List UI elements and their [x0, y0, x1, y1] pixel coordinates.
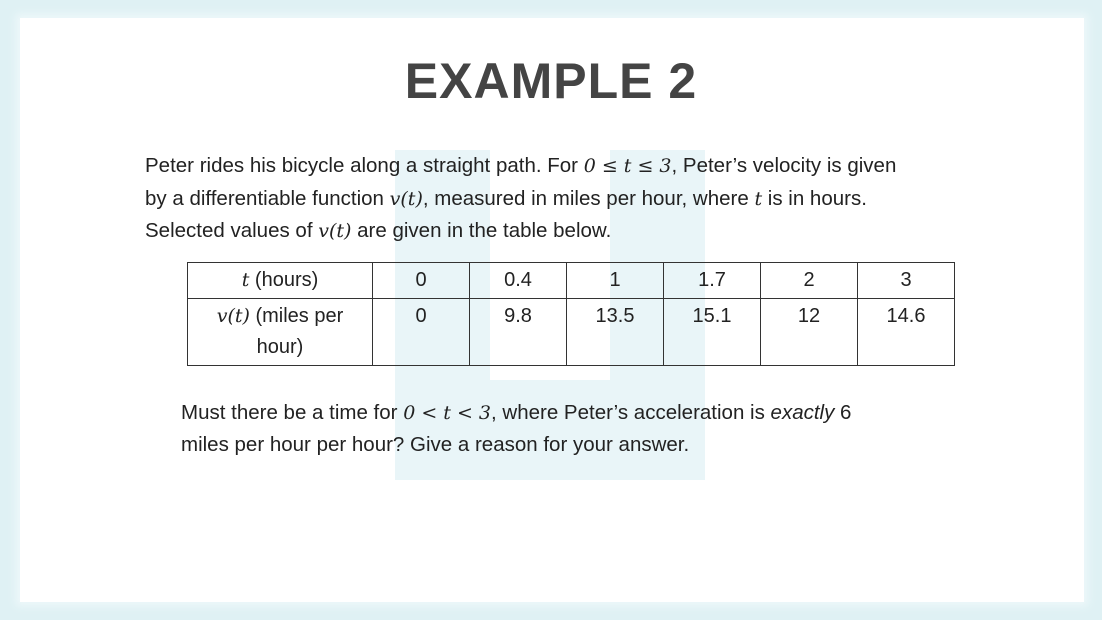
text: (miles per hour): [249, 305, 344, 358]
text: 6: [834, 401, 852, 424]
table-row: [188, 299, 955, 366]
text: Peter rides his bicycle along a straight path. For: [145, 154, 584, 177]
text: miles per hour per hour? Give a reason for your answer.: [181, 433, 690, 456]
math: 0 ≤ t ≤ 3: [583, 155, 672, 177]
table-cell: 13.5: [567, 299, 664, 366]
page-title: EXAMPLE 2: [404, 53, 698, 109]
text: , where Peter’s acceleration is: [491, 401, 771, 424]
table-cell: 9.8: [470, 299, 567, 366]
text: is in hours.: [762, 186, 867, 210]
math: t: [241, 269, 250, 291]
question-text: [181, 397, 851, 461]
table-row: [188, 263, 955, 299]
emphasis: exactly: [770, 401, 835, 424]
text: , Peter’s velocity is given: [671, 154, 897, 177]
text: by a differentiable function: [145, 186, 390, 210]
table-cell: 0.4: [470, 263, 567, 299]
math: 0 < t < 3: [403, 402, 491, 424]
text: (hours): [249, 269, 319, 291]
row-header: [188, 299, 373, 366]
math: t: [754, 187, 763, 210]
row-header: [188, 263, 373, 299]
table-cell: 15.1: [664, 299, 761, 366]
table-cell: 14.6: [858, 299, 955, 366]
values-table: [187, 262, 955, 366]
table-cell: 1.7: [664, 263, 761, 299]
math: v(t): [318, 220, 352, 242]
text: Must there be a time for: [181, 401, 404, 424]
text: Selected values of: [145, 219, 319, 242]
table-cell: 0: [373, 263, 470, 299]
table-cell: 2: [761, 263, 858, 299]
table-cell: 12: [761, 299, 858, 366]
table-cell: 1: [567, 263, 664, 299]
math: v(t): [389, 187, 423, 210]
math: v(t): [216, 305, 250, 327]
text: are given in the table below.: [351, 219, 612, 242]
table-cell: 3: [858, 263, 955, 299]
table-cell: 0: [373, 299, 470, 366]
text: , measured in miles per hour, where: [422, 186, 755, 210]
problem-text: [145, 150, 896, 248]
